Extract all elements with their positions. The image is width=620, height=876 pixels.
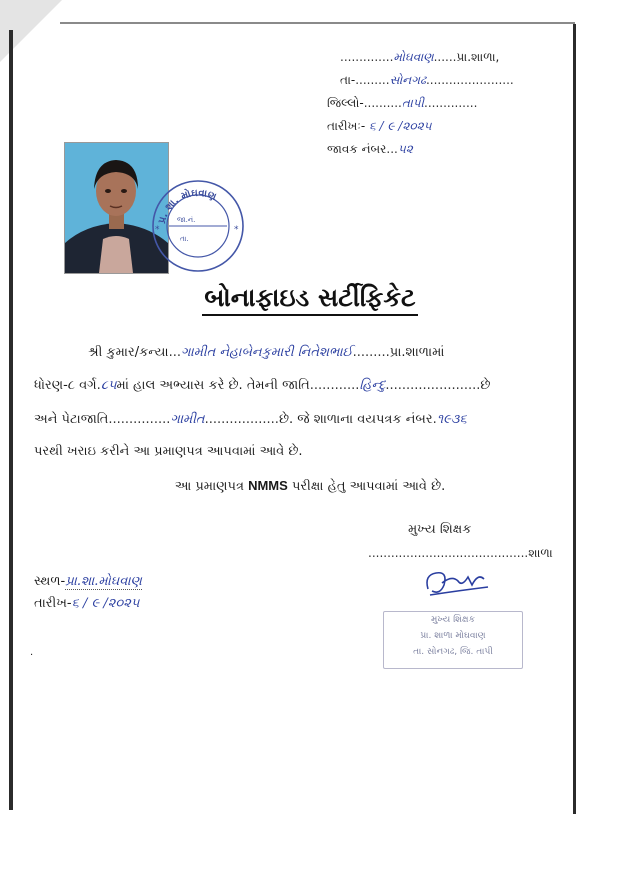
page-border-left [9, 30, 13, 810]
body-l2-mid: માં હાલ અભ્યાસ કરે છે. તેમની જાતિ [116, 378, 310, 393]
body-l3-mid: છે. જે શાળાના વયપત્રક નંબર [278, 412, 433, 427]
seal-text: પ્ર. શા. મોઘવાણ [156, 187, 218, 225]
header-school-line: ..............મોઘવાણ......પ્રા.શાળા, [340, 50, 500, 64]
body-line-2: ધોરણ-૮ વર્ગ.૮૫માં હાલ અભ્યાસ કરે છે. તેમની જાતિ............હિન્દુ.......................છે [34, 378, 491, 393]
stamp-line-1: મુખ્ય શિક્ષક [431, 615, 475, 625]
stray-mark: · [30, 650, 34, 661]
header-district-label: જિલ્લો- [327, 96, 364, 110]
subcaste-fill: ગામીત [170, 412, 205, 427]
seal-left-mark: જા.નં. [177, 216, 196, 224]
header-date-label: તારીખઃ- [327, 119, 366, 133]
page-border-right [573, 24, 576, 814]
footer-date-line [34, 596, 139, 611]
body-line-3: અને પેટાજાતિ...............ગામીત..................છે. જે શાળાના વયપત્રક નંબર.૧૯૩૬ [34, 412, 467, 427]
header-outward-fill: ૫૨ [397, 142, 413, 156]
signatory-school-line: ..........................................શાળા [368, 546, 553, 560]
header-outward-line: જાવક નંબર...૫૨ [327, 142, 413, 156]
student-name-fill: ગામીત નેહાબેનકુમારી નિતેશભાઈ [181, 345, 353, 360]
footer-place-fill: પ્રા.શા.મોઘવાણ [65, 574, 142, 589]
register-number-fill: ૧૯૩૬ [436, 412, 467, 427]
certificate-title-wrap [0, 283, 620, 313]
seal-bottom-mark: તા. [180, 235, 189, 243]
footer-place-label: સ્થળ- [34, 574, 66, 589]
header-date-fill: ૬ / ૯ /૨૦૨૫ [369, 119, 432, 133]
stamp-line-2: પ્રા. શાળા મોઘવાણ [420, 631, 486, 641]
signatory-title: મુખ્ય શિક્ષક [408, 522, 472, 537]
body-l2-suffix: છે [480, 378, 491, 393]
header-district-fill: તાપી [401, 96, 424, 110]
page-border-top [60, 22, 575, 24]
header-district-line: જિલ્લો-..........તાપી.............. [327, 96, 478, 110]
header-taluka-fill: સોનગઢ [389, 73, 426, 87]
header-date-line [327, 119, 432, 134]
body-l5-pre: આ પ્રમાણપત્ર [174, 479, 244, 494]
footer-date-fill: ૬ / ૯ /૨૦૨૫ [71, 596, 140, 611]
body-l2-prefix: ધોરણ-૮ વર્ગ [34, 378, 97, 393]
seal-star-right: * [234, 225, 239, 235]
body-l1-suffix: પ્રા.શાળામાં [389, 345, 445, 360]
body-line-4: પરથી ખરાઇ કરીને આ પ્રમાણપત્ર આપવામાં આવે છે. [34, 444, 303, 459]
header-outward-label: જાવક નંબર [327, 142, 387, 156]
school-round-seal [150, 178, 246, 274]
seal-star-left: * [155, 225, 160, 235]
body-l3-prefix: અને પેટાજાતિ [34, 412, 109, 427]
signatory-school-suffix: શાળા [528, 546, 553, 560]
header-school-fill: મોઘવાણ [393, 50, 434, 64]
footer-date-label: તારીખ- [34, 596, 72, 611]
body-line-1: શ્રી કુમાર/કન્યા...ગામીત નેહાબેનકુમારી નિતેશભાઈ.........પ્રા.શાળામાં [88, 345, 445, 360]
certificate-title: બોનાફાઇડ સર્ટીફિકેટ [202, 283, 417, 316]
class-fill: ૮૫ [100, 378, 117, 393]
body-l1-prefix: શ્રી કુમાર/કન્યા [88, 345, 169, 360]
body-l5-post: પરીક્ષા હેતુ આપવામાં આવે છે. [291, 479, 446, 494]
header-school-suffix: પ્રા.શાળા, [456, 50, 500, 64]
stamp-line-3: તા. સોનગઢ, જિ. તાપી [413, 647, 493, 657]
headmaster-signature [422, 565, 492, 599]
footer-place-line [34, 574, 142, 589]
body-line-5 [0, 478, 620, 494]
caste-fill: હિન્દુ [359, 378, 386, 393]
headmaster-stamp [383, 611, 523, 669]
header-taluka-label: તા- [340, 73, 356, 87]
header-taluka-line: તા-.........સોનગઢ....................... [340, 73, 514, 87]
exam-name: NMMS [248, 478, 288, 493]
